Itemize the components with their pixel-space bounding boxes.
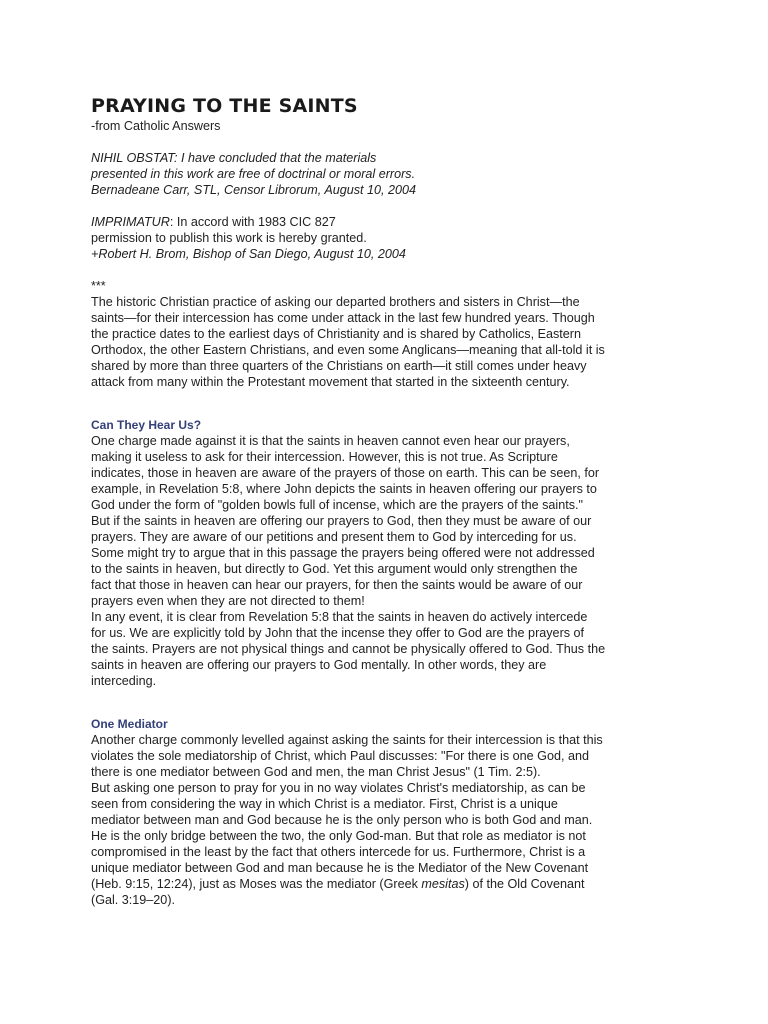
text-fragment: ) of the Old Covenant: [464, 877, 585, 891]
text-line: making it useless to ask for their intercession. However, this is not true. As Scripture: [91, 450, 558, 464]
imprimatur-line: permission to publish this work is hereby granted.: [91, 231, 367, 245]
text-line: example, in Revelation 5:8, where John depicts the saints in heaven offering our prayers to: [91, 482, 597, 496]
text-line: God under the form of "golden bowls full of incense, which are the prayers of the saints.": [91, 498, 583, 512]
text-line: for us. We are explicitly told by John that the incense they offer to God are the prayers of: [91, 626, 585, 640]
text-line: In any event, it is clear from Revelation 5:8 that the saints in heaven do actively intercede: [91, 610, 588, 624]
text-line: unique mediator between God and man because he is the Mediator of the New Covenant: [91, 861, 589, 875]
nihil-obstat-line: NIHIL OBSTAT: I have concluded that the materials: [91, 151, 377, 165]
text-line: compromised in the least by the fact that others intercede for us. Furthermore, Christ is a: [91, 845, 586, 859]
nihil-obstat-line: presented in this work are free of doctrinal or moral errors.: [91, 167, 416, 181]
text-line: violates the sole mediatorship of Christ, which Paul discusses: "For there is one God, and: [91, 749, 589, 763]
document-subtitle: -from Catholic Answers: [91, 119, 221, 133]
text-line: the saints. Prayers are not physical things and cannot be physically offered to God. Thus the: [91, 642, 606, 656]
section-body-one-mediator: [91, 732, 691, 908]
text-line: to the saints in heaven, but directly to God. Yet this argument would only strengthen the: [91, 562, 578, 576]
text-line: there is one mediator between God and men, the man Christ Jesus" (1 Tim. 2:5).: [91, 765, 541, 779]
nihil-obstat: [91, 150, 691, 198]
text-line: seen from considering the way in which Christ is a mediator. First, Christ is a unique: [91, 797, 558, 811]
text-line: But if the saints in heaven are offering our prayers to God, then they must be aware of our: [91, 514, 592, 528]
text-line: (Gal. 3:19–20).: [91, 893, 176, 907]
section-body-can-they-hear-us: [91, 433, 691, 689]
text-line: fact that those in heaven can hear our prayers, for then the saints would be aware of our: [91, 578, 583, 592]
imprimatur-label: IMPRIMATUR: [91, 215, 170, 229]
nihil-obstat-line: Bernadeane Carr, STL, Censor Librorum, August 10, 2004: [91, 183, 417, 197]
imprimatur: [91, 214, 691, 262]
text-line: The historic Christian practice of asking our departed brothers and sisters in Christ—the: [91, 295, 580, 309]
text-fragment: (Heb. 9:15, 12:24), just as Moses was the mediator (Greek: [91, 877, 422, 891]
greek-term: mesitas: [421, 877, 465, 891]
section-heading-one-mediator: One Mediator: [91, 717, 168, 731]
text-line: He is the only bridge between the two, the only God-man. But that role as mediator is not: [91, 829, 586, 843]
imprimatur-signature: +Robert H. Brom, Bishop of San Diego, August 10, 2004: [91, 247, 406, 261]
text-line: shared by more than three quarters of the Christians on earth—it still comes under heavy: [91, 359, 587, 373]
section-heading-can-they-hear-us: Can They Hear Us?: [91, 418, 202, 432]
text-line: Another charge commonly levelled against asking the saints for their intercession is that this: [91, 733, 603, 747]
text-line: the practice dates to the earliest days of Christianity and is shared by Catholics, Eastern: [91, 327, 582, 341]
text-line: One charge made against it is that the saints in heaven cannot even hear our prayers,: [91, 434, 570, 448]
imprimatur-text: : In accord with 1983 CIC 827: [169, 215, 336, 229]
text-line: attack from many within the Protestant movement that started in the sixteenth century.: [91, 375, 570, 389]
document-content: [91, 94, 691, 908]
text-line: saints in heaven are offering our prayers to God mentally. In other words, they are: [91, 658, 547, 672]
text-line: Orthodox, the other Eastern Christians, and even some Anglicans—meaning that all-told it is: [91, 343, 605, 357]
text-line: But asking one person to pray for you in no way violates Christ's mediatorship, as can be: [91, 781, 586, 795]
text-line: [91, 876, 691, 892]
text-line: Some might try to argue that in this passage the prayers being offered were not addressed: [91, 546, 595, 560]
text-line: saints—for their intercession has come under attack in the last few hundred years. Though: [91, 311, 595, 325]
imprimatur-line: [91, 214, 691, 230]
document-title: PRAYING TO THE SAINTS: [91, 95, 358, 117]
separator: ***: [91, 279, 106, 293]
text-line: prayers. They are aware of our petitions and present them to God by interceding for us.: [91, 530, 577, 544]
text-line: prayers even when they are not directed to them!: [91, 594, 365, 608]
intro-paragraph: [91, 294, 691, 390]
text-line: mediator between man and God because he is the only person who is both God and man.: [91, 813, 593, 827]
text-line: interceding.: [91, 674, 157, 688]
text-line: indicates, those in heaven are aware of the prayers of those on earth. This can be seen, for: [91, 466, 600, 480]
